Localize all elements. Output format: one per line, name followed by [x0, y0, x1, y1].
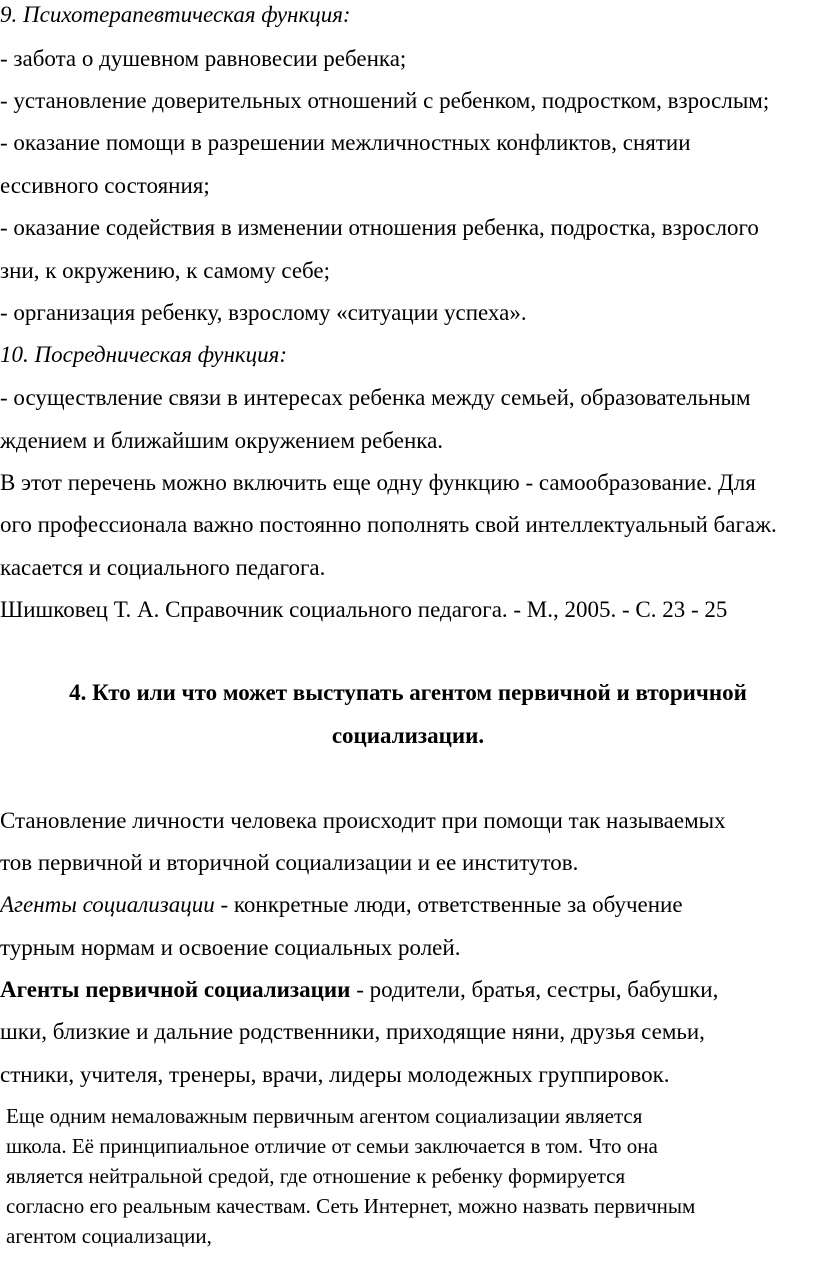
final-paragraph-line: школа. Её принципиальное отличие от семьи заключается в том. Что она	[6, 1134, 658, 1158]
list-item: - установление доверительных отношений с ребенком, подростком, взрослым;	[0, 88, 770, 113]
list-item: - осуществление связи в интересах ребенка между семьей, образовательным	[0, 385, 751, 410]
list-item-continuation: ждением и ближайшим окружением ребенка.	[0, 428, 444, 453]
paragraph-line: ого профессионала важно постоянно пополнять свой интеллектуальный багаж.	[0, 512, 777, 537]
function-10-title: 10. Посредническая функция:	[0, 342, 288, 367]
final-paragraph-line: Еще одним немаловажным первичным агентом социализации является	[6, 1104, 643, 1128]
final-paragraph-line: является нейтральной средой, где отношение к ребенку формируется	[6, 1164, 626, 1188]
final-paragraph-line: согласно его реальным качествам. Сеть Интернет, можно назвать первичным	[6, 1194, 696, 1218]
paragraph-line: касается и социального педагога.	[0, 555, 326, 580]
paragraph-line: Становление личности человека происходит при помощи так называемых	[0, 808, 726, 833]
section-heading-line1: 4. Кто или что может выступать агентом первичной и вторичной	[69, 680, 747, 705]
list-item: - оказание помощи в разрешении межличностных конфликтов, снятии	[0, 130, 691, 155]
paragraph-line: тов первичной и вторичной социализации и ее институтов.	[0, 850, 579, 875]
paragraph-line: В этот перечень можно включить еще одну функцию - самообразование. Для	[0, 470, 756, 495]
citation: Шишковец Т. А. Справочник социального педагога. - М., 2005. - С. 23 - 25	[0, 597, 728, 622]
paragraph-line: шки, близкие и дальние родственники, приходящие няни, друзья семьи,	[0, 1019, 705, 1044]
final-paragraph-line: агентом социализации,	[6, 1224, 212, 1248]
definition-text: - конкретные люди, ответственные за обучение	[214, 892, 683, 917]
function-9-title: 9. Психотерапевтическая функция:	[0, 2, 351, 27]
definition-text: - родители, братья, сестры, бабушки,	[350, 977, 719, 1002]
list-item: - забота о душевном равновесии ребенка;	[0, 46, 407, 71]
section-heading-line2: социализации.	[331, 723, 485, 748]
list-item-continuation: ессивного состояния;	[0, 173, 210, 198]
term-primary-agents: Агенты первичной социализации	[0, 977, 351, 1002]
list-item: - организация ребенку, взрослому «ситуации успеха».	[0, 300, 527, 325]
paragraph-line	[0, 977, 718, 1003]
paragraph-line	[0, 892, 683, 918]
paragraph-line: турным нормам и освоение социальных ролей.	[0, 935, 461, 960]
paragraph-line: стники, учителя, тренеры, врачи, лидеры молодежных группировок.	[0, 1062, 670, 1087]
term-agents-of-socialization: Агенты социализации	[0, 892, 215, 917]
list-item: - оказание содействия в изменении отношения ребенка, подростка, взрослого	[0, 215, 759, 240]
list-item-continuation: зни, к окружению, к самому себе;	[0, 258, 331, 283]
